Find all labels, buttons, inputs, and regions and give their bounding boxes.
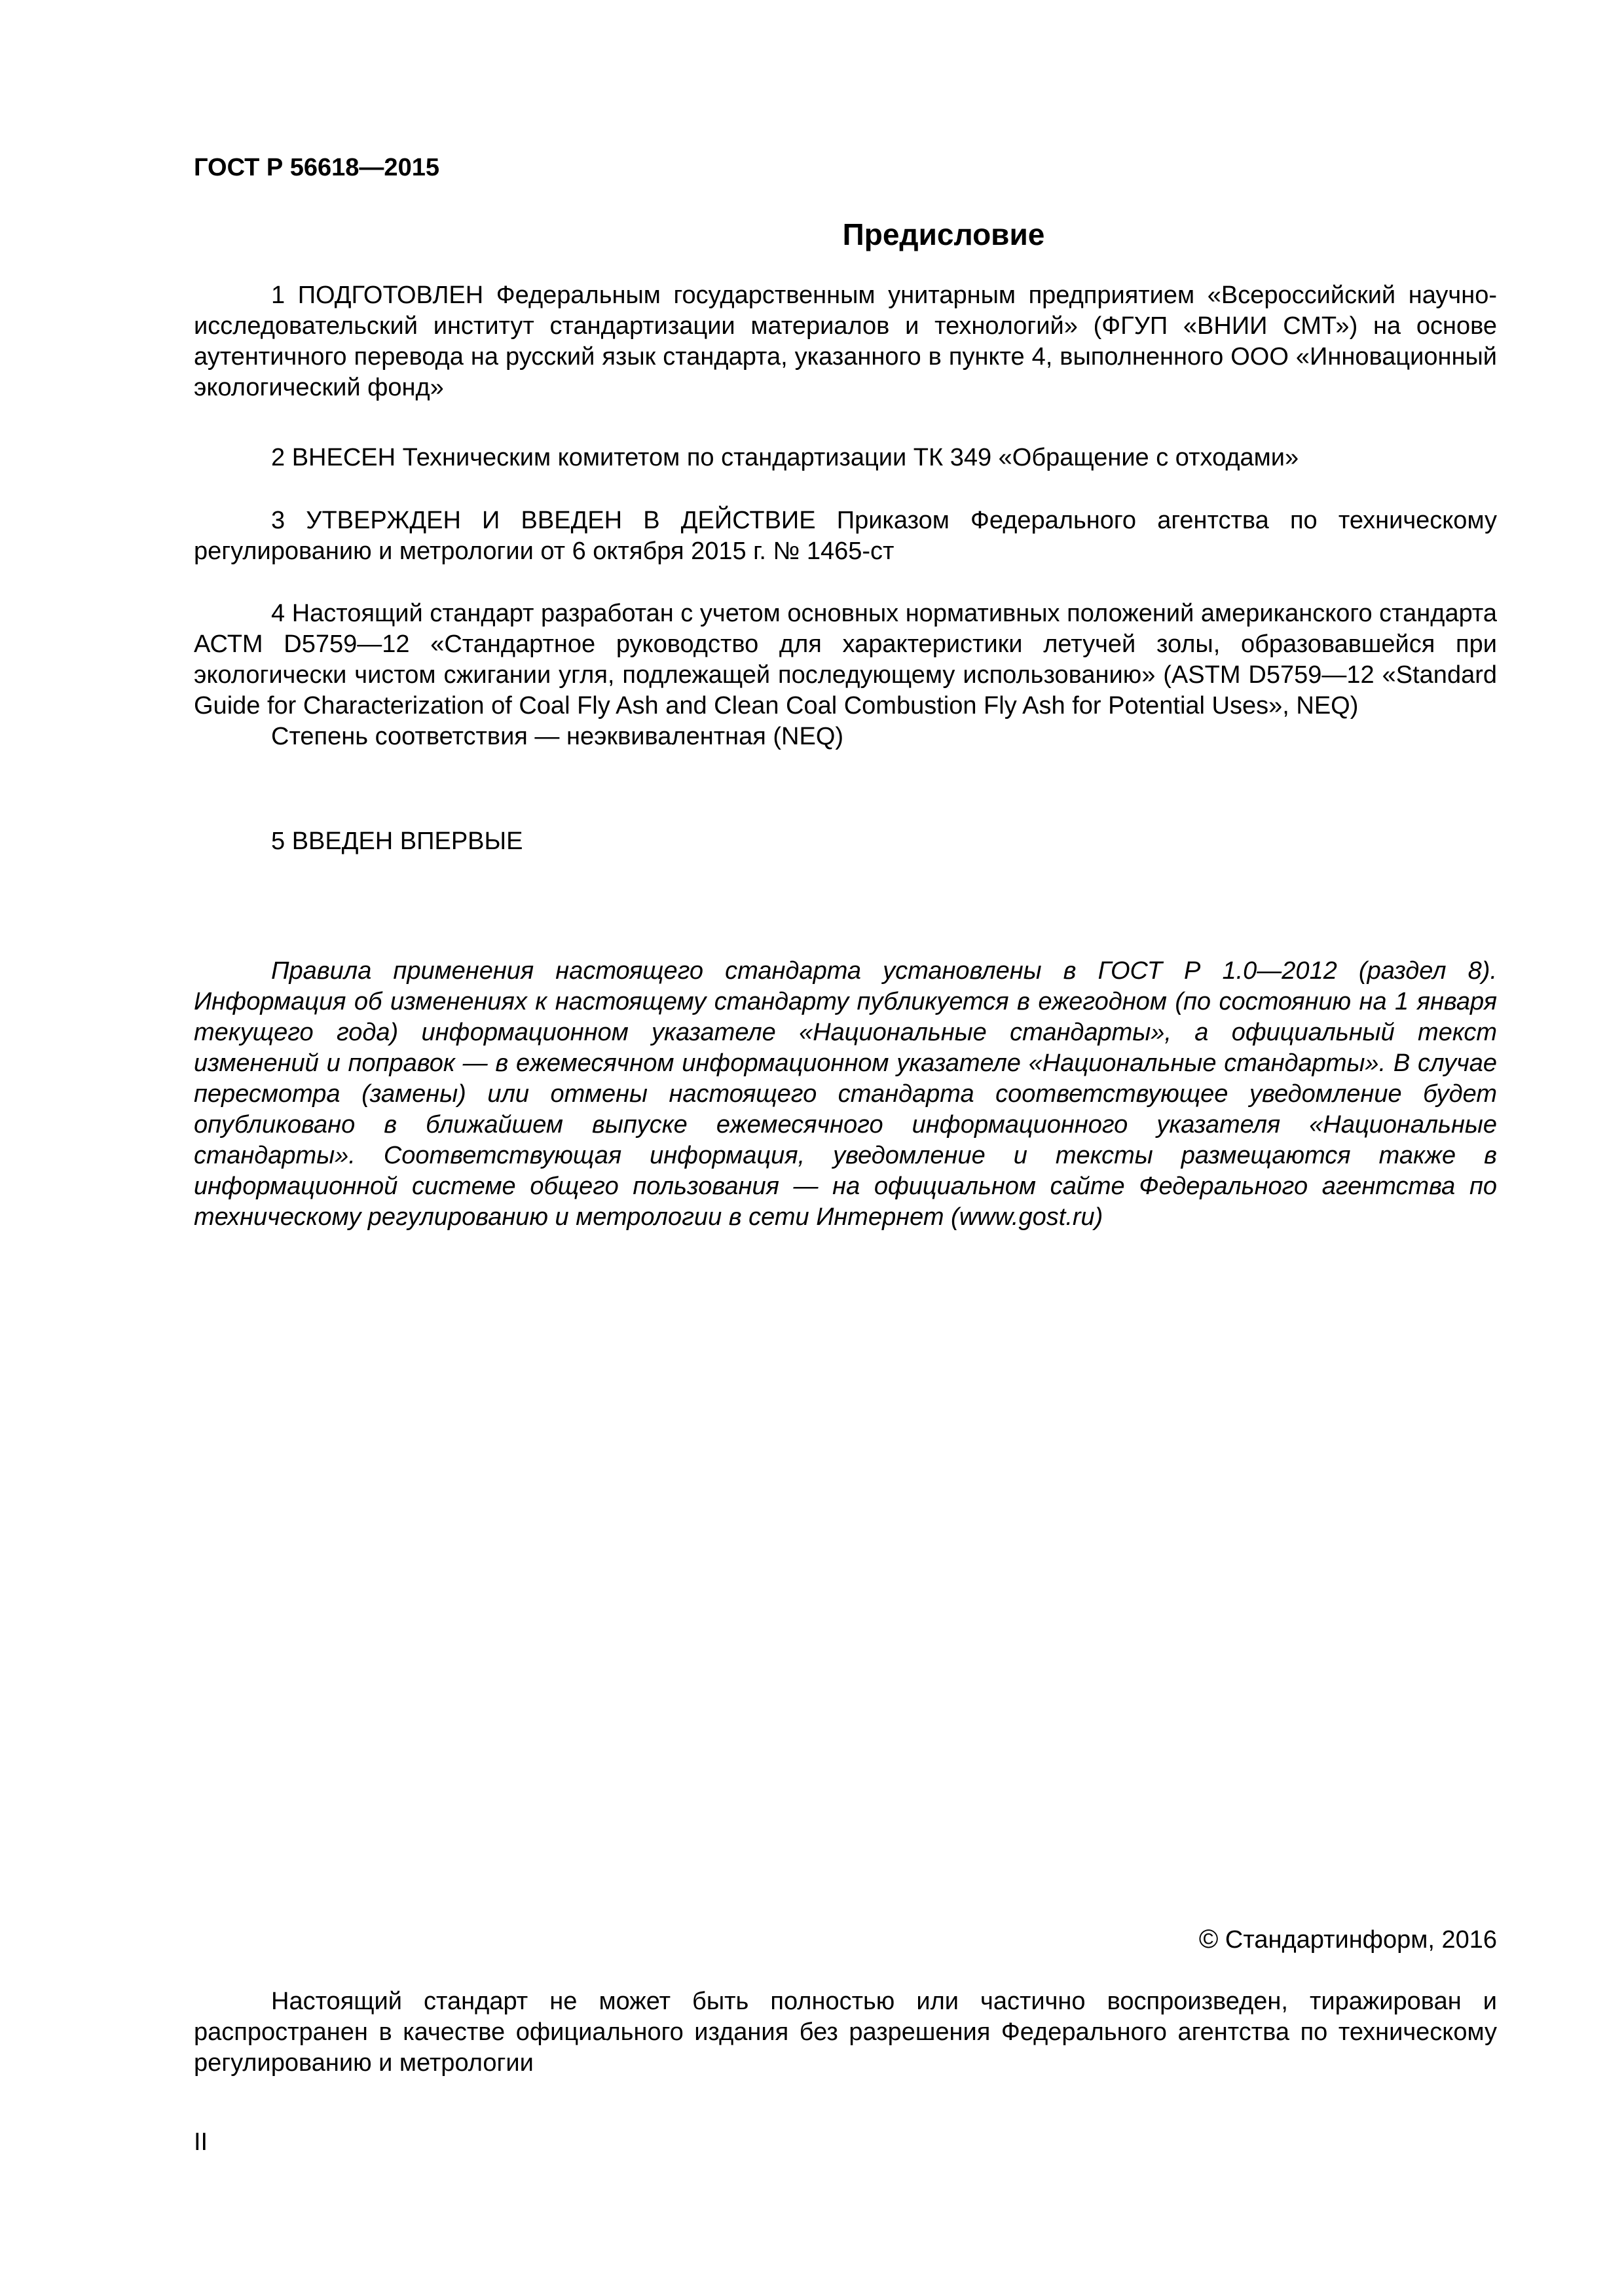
- item-1-block: [194, 280, 1497, 403]
- copyright-icon: ©: [1198, 1925, 1219, 1954]
- item-4: 4 Настоящий стандарт разработан с учетом основных нормативных положений американского стандарта АСТМ D5759—12 «Стандартное руководство для характеристики летучей золы, образовавшейся при экологически чистом сжигании угля, подлежащей последующему использованию» (ASTM D5759—12 «Standard Guide for Characterization of Coal Fly Ash and Clean Coal Combustion Fly Ash for Potential Uses», NEQ): [194, 600, 1497, 720]
- page-title: Предисловие: [842, 217, 1045, 251]
- item-4-block: [194, 598, 1497, 752]
- item-3-block: [194, 505, 1497, 567]
- item-2-block: [194, 443, 1497, 473]
- item-5: 5 ВВЕДЕН ВПЕРВЫЕ: [271, 828, 523, 855]
- item-5-block: [194, 826, 1497, 857]
- reproduction-notice-block: [194, 1986, 1497, 2079]
- rules-notice-block: [194, 956, 1497, 1233]
- copyright: [1199, 1923, 1497, 1956]
- equivalence-degree: Степень соответствия — неэквивалентная (NEQ): [271, 723, 844, 750]
- rules-notice: Правила применения настоящего стандарта установлены в ГОСТ Р 1.0—2012 (раздел 8). Информация об изменениях к настоящему стандарту публикуется в ежегодном (по состоянию на 1 января текущего года) информационном указателе «Национальные стандарты», а официальный текст изменений и поправок — в ежемесячном информационном указателе «Национальные стандарты». В случае пересмотра (замены) или отмены настоящего стандарта соответствующее уведомление будет опубликовано в ближайшем выпуске ежемесячного информационного указателя «Национальные стандарты». Соответствующая информация, уведомление и тексты размещаются также в информационной системе общего пользования — на официальном сайте Федерального агентства по техническому регулированию и метрологии в сети Интернет (www.gost.ru): [194, 957, 1497, 1231]
- item-2: 2 ВНЕСЕН Техническим комитетом по стандартизации ТК 349 «Обращение с отходами»: [271, 444, 1299, 471]
- page-number: II: [194, 2128, 208, 2156]
- item-1: 1 ПОДГОТОВЛЕН Федеральным государственным унитарным предприятием «Всероссийский научно-исследовательский институт стандартизации материалов и технологий» (ФГУП «ВНИИ СМТ») на основе аутентичного перевода на русский язык стандарта, указанного в пункте 4, выполненного ООО «Инновационный экологический фонд»: [194, 282, 1497, 401]
- reproduction-notice: Настоящий стандарт не может быть полностью или частично воспроизведен, тиражирован и распространен в качестве официального издания без разрешения Федерального агентства по техническому регулированию и метрологии: [194, 1988, 1497, 2077]
- copyright-text: Стандартинформ, 2016: [1225, 1926, 1497, 1954]
- item-3: 3 УТВЕРЖДЕН И ВВЕДЕН В ДЕЙСТВИЕ Приказом Федерального агентства по техническому регулированию и метрологии от 6 октября 2015 г. № 1465-ст: [194, 507, 1497, 565]
- standard-code: ГОСТ Р 56618—2015: [194, 154, 439, 181]
